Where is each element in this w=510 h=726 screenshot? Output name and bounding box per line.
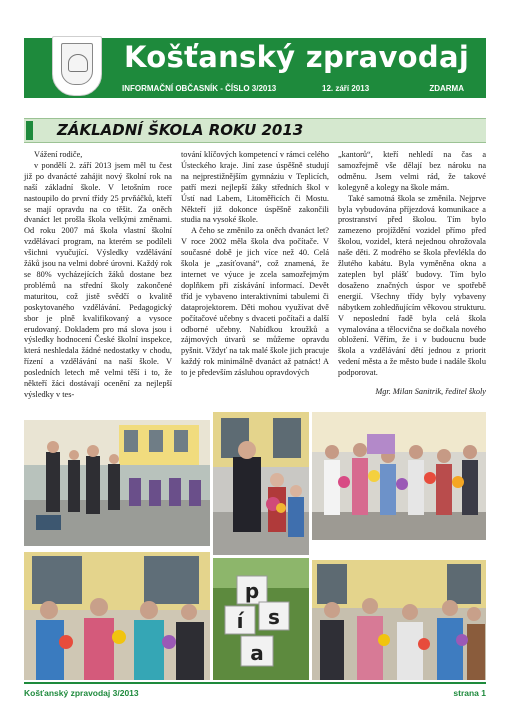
cube-letter-4: a [250,641,264,665]
signature: Mgr. Milan Sanitrik, ředitel školy [375,387,486,397]
photo-first-graders-window [24,552,210,680]
footer-publication: Košťanský zpravodaj 3/2013 [24,688,139,698]
issue-label: INFORMAČNÍ OBČASNÍK - ČÍSLO 3/2013 [122,84,277,93]
section-heading-bar [24,118,486,143]
photo-icon [24,552,210,680]
page-number: strana 1 [453,688,486,698]
cube-letter-2: í [236,609,244,633]
photo-icon [213,558,309,680]
photo-children-flowers [312,412,486,540]
newsletter-title: Košťanský zpravodaj [124,40,470,74]
photo-icon [24,420,210,546]
article-column-3 [338,150,486,405]
greeting: Vážení rodiče, [34,150,83,159]
article-column-2 [181,150,329,405]
cube-letter-1: p [244,579,260,603]
photo-icon [312,412,486,540]
photo-icon [213,412,309,555]
cube-letter-3: s [268,605,280,629]
paragraph-2-part-a: A čeho se změnilo za oněch dvanáct let? V roce 2002 měla škola dva počítače. V současné době je jich více než 40. Celá škola je „zasíťovaná“, což znamená, že internet ve výuce je zcela samozřejmým doplňkem při získávání informací. Devět tříd je vybaveno interaktivními tabulemi či dataprojektorem. Děti mohou využívat dvě počítačové učebny s dvaceti počítači a další odborné učebny. Nabídkou kroužků a zájmových útvarů se můžeme opravdu pyšnit. Vždyť na tak malé škole jich pracuje každý rok minimálně dvanáct až patnáct! A to je především zásluhou opravdových [181,226,329,378]
photo-ceremony-crowd [24,420,210,546]
article-body [24,150,486,405]
coat-of-arms-icon [52,36,102,96]
section-marker [26,121,33,140]
photo-director-greeting [213,412,309,555]
page-footer [24,682,486,702]
article-column-1 [24,150,172,405]
paragraph-1-part-a: v pondělí 2. září 2013 jsem měl tu čest již po dvanácté zahájit nový školní rok na naší základní škole. V letošním roce nastoupilo do první třídy 25 prvňáčků, kteří se mají opravdu na co těšit. Za oněch dvanáct let prošla škola velkými změnami. Od roku 2007 má škola vlastní školní vzdělávací program, na kterém se podíleli všichni vyučující. Výsledky vzdělávání žáků jsou na velmi dobré úrovni. Každý rok se 80% vycházejících žáků dostane bez problémů na střední školy zakončené maturitou, což jistě svědčí o kvalitě poskytovaného vzdělávání. Pedagogický sbor je plně kvalifikovaný a vysoce erudovaný. Dokladem pro má slova jsou i výsledky hodnocení České školní inspekce, která neshledala žádné nedostatky v chodu, řízení a vzdělávání na naší škole. V posledních letech mě velmi těší i to, že někteří žáci dostávají ocenění za nejlepší výsledky v tes- [24,160,172,399]
photo-abc-cubes [213,558,309,680]
photo-class-group [312,560,486,680]
issue-date: 12. září 2013 [322,84,370,93]
paragraph-2-part-b: „kantorů“, kteří nehledí na čas a samozřejmě vše dělají bez nároku na odměnu. Jsem velmi rád, že takové kolegyně a kolegy na škole mám. [338,150,486,192]
article-heading: ZÁKLADNÍ ŠKOLA ROKU 2013 [57,121,304,139]
photo-icon [312,560,486,680]
masthead-info-line [122,82,464,96]
paragraph-3: Také samotná škola se změnila. Nejprve byla vybudována příjezdová komunikace a prostranství před školou. Tím bylo zamezeno projíždění vozidel přímo před školou, vozidel, která nejednou ohrožovala naše děti. Z modrého se škola převlékla do žlutého kabátu. Byla vyměněna okna a zateplen byl plášť budovy. Tím bylo dosaženo značných úspor ve spotřebě energií. Všechny třídy byly vybaveny nábytkem zohledňujícím věkovou strukturu. V neposlední řadě byla celá škola vymalována a tělocvična se dočkala nového obložení. Věřím, že i v budoucnu bude škola a vzdělávání dětí jednou z priorit vedení města a že město bude i nadále školu podporovat. [338,193,486,378]
price-label: ZDARMA [429,84,464,93]
paragraph-1-part-b: tování klíčových kompetencí v rámci celého Ústeckého kraje. Jiní zase úspěšně studují na nejprestižnějším gymnáziu v Teplicích, patří mezi nejlepší žáky středních škol v Ústí nad Labem, Litoměřicích či Mostu. Někteří již dokonce úspěšně zakončili studia na vysoké škole. [181,150,329,225]
masthead [24,38,486,98]
